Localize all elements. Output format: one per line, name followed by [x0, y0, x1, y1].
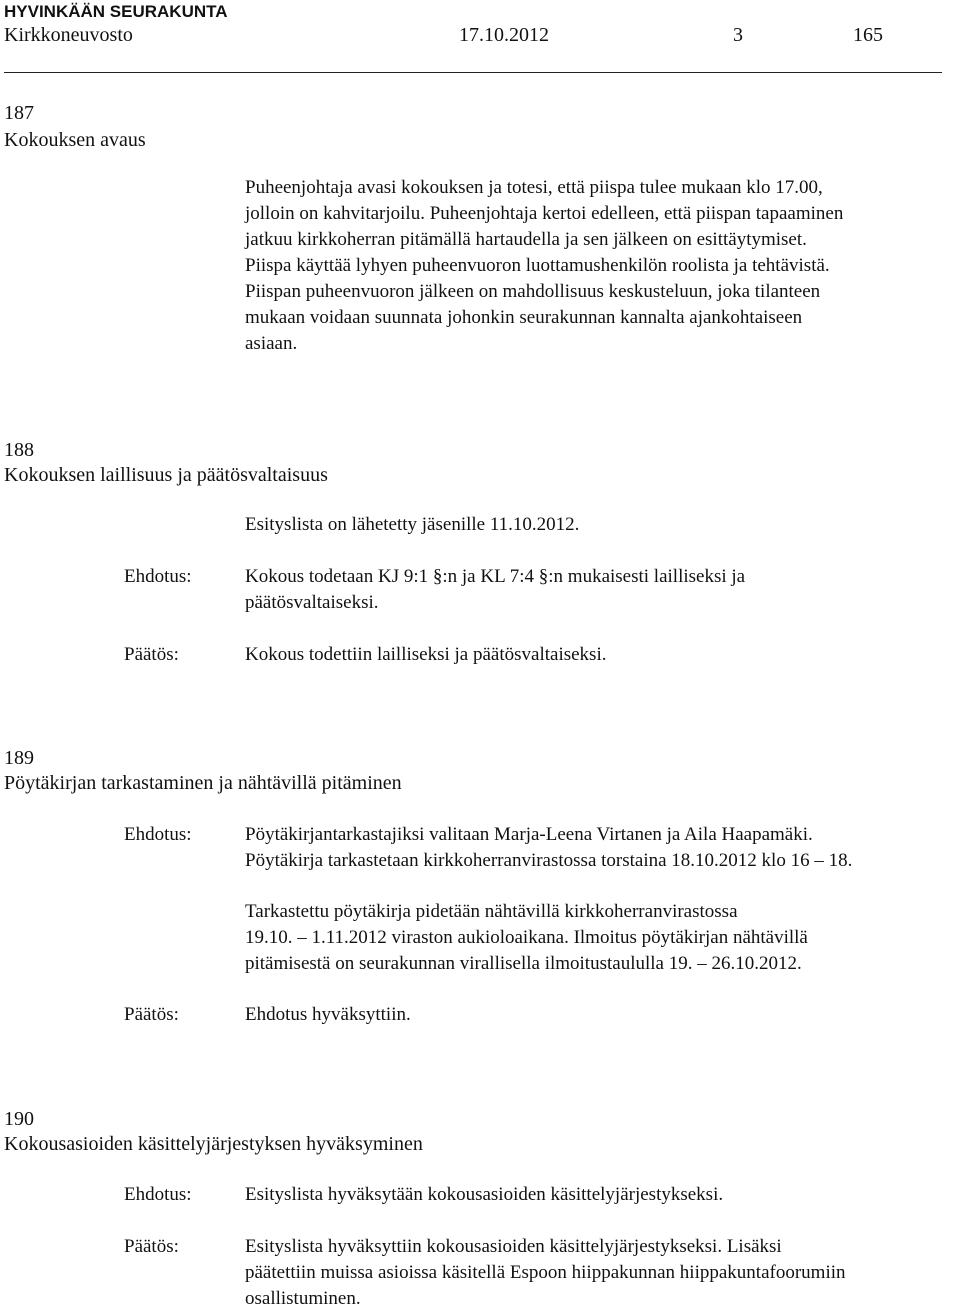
proposal-text — [245, 564, 745, 616]
section-intro — [245, 512, 579, 538]
decision-line: Ehdotus hyväksyttiin. — [245, 1004, 411, 1025]
body-name: Kirkkoneuvosto — [4, 24, 133, 46]
decision-label: Päätös: — [124, 644, 179, 665]
section-number: 187 — [4, 102, 34, 124]
proposal-label: Ehdotus: — [124, 1184, 192, 1205]
paragraph-line: Piispa käyttää lyhyen puheenvuoron luottamushenkilön roolista ja tehtävistä. — [245, 255, 830, 276]
section-number: 190 — [4, 1108, 34, 1130]
proposal-text — [245, 1182, 723, 1208]
section-title: Kokousasioiden käsittelyjärjestyksen hyväksyminen — [4, 1133, 423, 1155]
meeting-date: 17.10.2012 — [459, 24, 549, 46]
decision-label: Päätös: — [124, 1004, 179, 1025]
meeting-number: 3 — [733, 24, 743, 46]
paragraph-line: mukaan voidaan suunnata johonkin seurakunnan kannalta ajankohtaiseen — [245, 307, 803, 328]
section-title: Kokouksen avaus — [4, 129, 146, 151]
paragraph-line: Puheenjohtaja avasi kokouksen ja totesi, että piispa tulee mukaan klo 17.00, — [245, 177, 823, 198]
section-title: Kokouksen laillisuus ja päätösvaltaisuus — [4, 464, 328, 486]
decision-text — [245, 1002, 411, 1028]
decision-line: osallistuminen. — [245, 1288, 361, 1309]
proposal-line: Kokous todetaan KJ 9:1 §:n ja KL 7:4 §:n mukaisesti lailliseksi ja — [245, 566, 746, 587]
section-number: 188 — [4, 439, 34, 461]
intro-line: Esityslista on lähetetty jäsenille 11.10.2012. — [245, 514, 580, 535]
decision-text — [245, 642, 606, 668]
proposal-label: Ehdotus: — [124, 566, 192, 587]
decision-line: päätettiin muissa asioissa käsitellä Espoon hiippakunnan hiippakuntafoorumiin — [245, 1262, 846, 1283]
section-paragraph — [245, 175, 843, 357]
header-rule — [4, 72, 942, 73]
proposal-line: Pöytäkirjantarkastajiksi valitaan Marja-Leena Virtanen ja Aila Haapamäki. — [245, 824, 813, 845]
section-number: 189 — [4, 747, 34, 769]
paragraph-line: jolloin on kahvitarjoilu. Puheenjohtaja kertoi edelleen, että piispan tapaaminen — [245, 203, 844, 224]
page-number: 165 — [853, 24, 883, 46]
paragraph-line: Piispan puheenvuoron jälkeen on mahdollisuus keskusteluun, joka tilanteen — [245, 281, 821, 302]
proposal-line: Esityslista hyväksytään kokousasioiden käsittelyjärjestykseksi. — [245, 1184, 724, 1205]
additional-line: pitämisestä on seurakunnan virallisella ilmoitustaululla 19. – 26.10.2012. — [245, 953, 802, 974]
proposal-label: Ehdotus: — [124, 824, 192, 845]
decision-label: Päätös: — [124, 1236, 179, 1257]
section-title: Pöytäkirjan tarkastaminen ja nähtävillä pitäminen — [4, 772, 402, 794]
decision-line: Esityslista hyväksyttiin kokousasioiden käsittelyjärjestykseksi. Lisäksi — [245, 1236, 782, 1257]
paragraph-line: jatkuu kirkkoherran pitämällä hartaudella ja sen jälkeen on esittäytymiset. — [245, 229, 807, 250]
additional-text — [245, 899, 808, 977]
decision-line: Kokous todettiin lailliseksi ja päätösvaltaiseksi. — [245, 644, 607, 665]
proposal-line: Pöytäkirja tarkastetaan kirkkoherranvirastossa torstaina 18.10.2012 klo 16 – 18. — [245, 850, 853, 871]
additional-line: 19.10. – 1.11.2012 viraston aukioloaikana. Ilmoitus pöytäkirjan nähtävillä — [245, 927, 808, 948]
proposal-text — [245, 822, 852, 874]
paragraph-line: asiaan. — [245, 333, 298, 354]
additional-line: Tarkastettu pöytäkirja pidetään nähtävillä kirkkoherranvirastossa — [245, 901, 738, 922]
proposal-line: päätösvaltaiseksi. — [245, 592, 379, 613]
decision-text — [245, 1234, 846, 1312]
organization-name: HYVINKÄÄN SEURAKUNTA — [4, 2, 228, 21]
